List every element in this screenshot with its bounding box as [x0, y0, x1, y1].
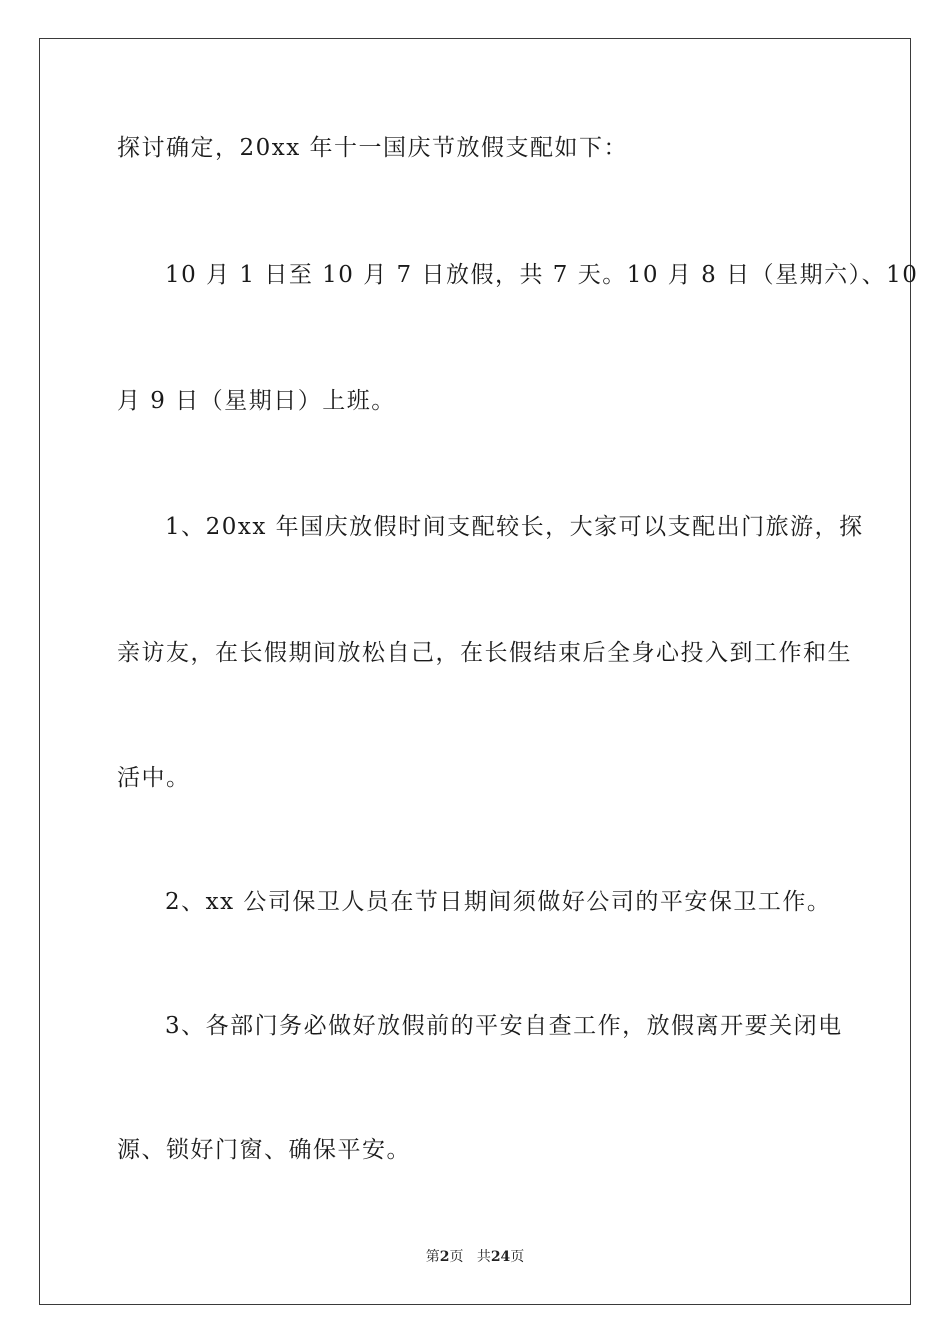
intro-line: 探讨确定，20xx 年十一国庆节放假支配如下：	[117, 135, 629, 161]
current-page-number: 2	[439, 1249, 450, 1265]
page-border	[39, 38, 911, 1305]
page-suffix: 页	[449, 1249, 464, 1265]
schedule-line-2: 月 9 日（星期日）上班。	[117, 388, 396, 414]
total-suffix: 页	[510, 1249, 525, 1265]
page-prefix: 第	[425, 1249, 440, 1265]
total-prefix: 共	[476, 1249, 491, 1265]
schedule-line-1: 10 月 1 日至 10 月 7 日放假，共 7 天。10 月 8 日（星期六）、10	[165, 262, 919, 288]
item-3-line-1: 3、各部门务必做好放假前的平安自查工作，放假离开要关闭电	[165, 1013, 843, 1039]
total-pages-number: 24	[490, 1249, 511, 1265]
item-1-line-2: 亲访友，在长假期间放松自己，在长假结束后全身心投入到工作和生	[117, 640, 852, 666]
item-3-line-2: 源、锁好门窗、确保平安。	[117, 1137, 411, 1163]
page-footer	[0, 1247, 950, 1267]
item-1-line-1: 1、20xx 年国庆放假时间支配较长，大家可以支配出门旅游，探	[165, 514, 864, 540]
item-1-line-3: 活中。	[117, 765, 191, 791]
item-2-line: 2、xx 公司保卫人员在节日期间须做好公司的平安保卫工作。	[165, 889, 832, 915]
